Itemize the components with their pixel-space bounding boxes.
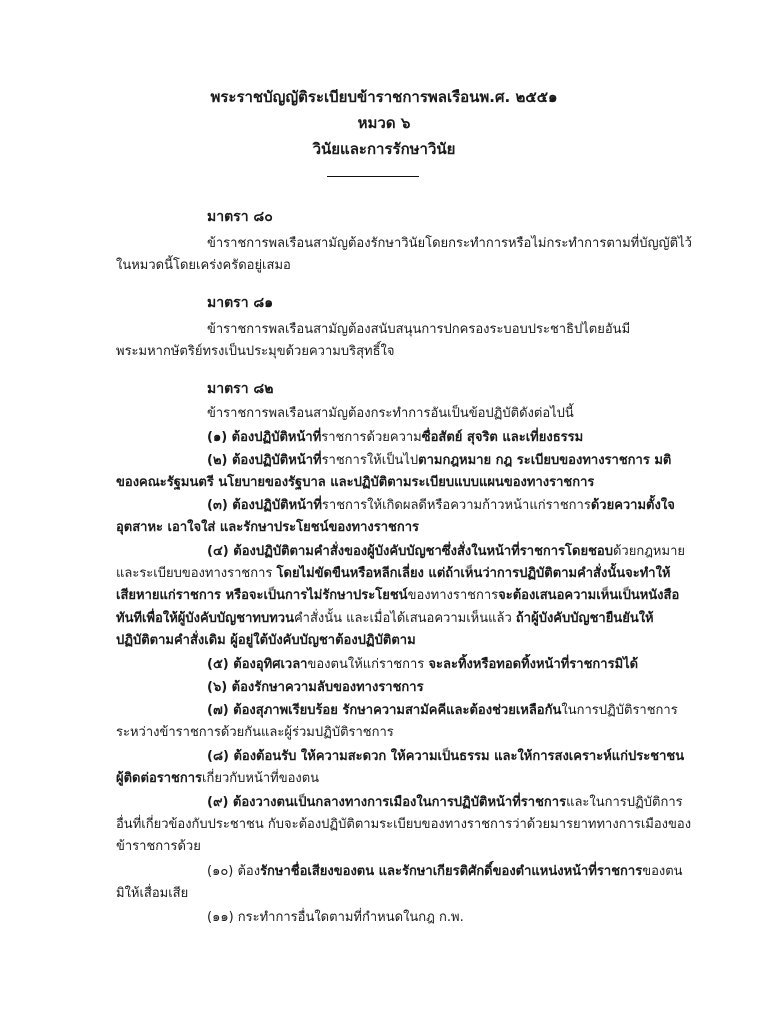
item-5 (207, 654, 638, 676)
item-10-normal-a: (๑๐) ต้อง (207, 864, 261, 879)
item-4-line-4 (116, 608, 654, 630)
item-8-l2-bold: ผู้ติดต่อราชการ (116, 771, 203, 786)
item-4-line-2 (116, 563, 671, 585)
item-3 (207, 495, 675, 517)
chapter-title: วินัยและการรักษาวินัย (312, 140, 456, 158)
item-1 (207, 427, 583, 449)
item-3-normal: ราชการให้เกิดผลดีหรือความก้าวหน้าแก่ราชการ (321, 498, 591, 513)
item-2-bold-b: ตามกฎหมาย กฎ ระเบียบของทางราชการ มติ (418, 453, 672, 468)
item-10-bold: รักษาชื่อเสียงของตน และรักษาเกียรติศักดิ์ของตำแหน่งหน้าที่ราชการ (260, 864, 643, 879)
item-10-normal-b: ของตน (642, 864, 683, 879)
item-2-bold-a: (๒) ต้องปฏิบัติหน้าที่ (207, 453, 322, 468)
item-4-l3-normal: ของทางราชการ (407, 588, 499, 603)
item-9-line-3: ข้าราชการด้วย (116, 839, 201, 854)
item-4-l2-bold: โดยไม่ขัดขืนหรือหลีกเลี่ยง แต่ถ้าเห็นว่าการปฏิบัติตามคำสั่งนั้นจะทำให้ (276, 566, 671, 581)
item-3-line-2: อุตสาหะ เอาใจใส่ และรักษาประโยชน์ของทางราชการ (116, 520, 419, 535)
item-7 (207, 700, 678, 722)
section-80-heading: มาตรา ๘๐ (207, 209, 273, 225)
item-4-l2-normal: และระเบียบของทางราชการ (116, 566, 277, 581)
item-3-bold-a: (๓) ต้องปฏิบัติหน้าที่ (207, 498, 322, 513)
act-title: พระราชบัญญัติระเบียบข้าราชการพลเรือนพ.ศ. ๒๕๕๑ (210, 88, 558, 106)
chapter-number: หมวด ๖ (357, 114, 411, 132)
item-8: (๘) ต้องต้อนรับ ให้ความสะดวก ให้ความเป็นธรรม และให้การสงเคราะห์แก่ประชาชน (207, 749, 685, 764)
item-1-bold-b: ซื่อสัตย์ สุจริต และเที่ยงธรรม (421, 430, 584, 445)
item-4-l3-bold-b: จะต้องเสนอความเห็นเป็นหนังสือ (498, 588, 680, 603)
title-block (0, 84, 768, 162)
item-7-normal: ในการปฏิบัติราชการ (561, 703, 678, 718)
item-4-l4-bold-b: ถ้าผู้บังคับบัญชายืนยันให้ (515, 611, 654, 626)
item-4-line-5: ปฏิบัติตามคำสั่งเดิม ผู้อยู่ใต้บังคับบัญชาต้องปฏิบัติตาม (116, 633, 416, 648)
item-7-line-2: ระหว่างข้าราชการด้วยกันและผู้ร่วมปฏิบัติราชการ (116, 725, 394, 740)
item-9-line-2: อื่นที่เกี่ยวข้องกับประชาชน กับจะต้องปฏิบัติตามระเบียบของทางราชการว่าด้วยมารยาททางการเมืองของ (116, 817, 692, 832)
section-80-text-1: ข้าราชการพลเรือนสามัญต้องรักษาวินัยโดยกระทำการหรือไม่กระทำการตามที่บัญญัติไว้ (207, 236, 692, 251)
item-8-l2-normal: เกี่ยวกับหน้าที่ของตน (202, 771, 320, 786)
item-2-line-2: ของคณะรัฐมนตรี นโยบายของรัฐบาล และปฏิบัติตามระเบียบแบบแผนของทางราชการ (116, 475, 595, 490)
item-4-normal: ด้วยกฎหมาย (612, 544, 685, 559)
section-81-text-1: ข้าราชการพลเรือนสามัญต้องสนับสนุนการปกครองระบอบประชาธิปไตยอันมี (207, 322, 631, 337)
section-82-heading: มาตรา ๘๒ (207, 381, 274, 397)
item-9-normal: และในการปฏิบัติการ (566, 795, 683, 810)
section-82-intro: ข้าราชการพลเรือนสามัญต้องกระทำการอันเป็นข้อปฏิบัติดังต่อไปนี้ (207, 406, 574, 421)
item-1-bold-a: (๑) ต้องปฏิบัติหน้าที่ (207, 430, 322, 445)
item-5-bold-b: จะละทิ้งหรือทอดทิ้งหน้าที่ราชการมิได้ (428, 657, 639, 672)
item-7-bold: (๗) ต้องสุภาพเรียบร้อย รักษาความสามัคคีและต้องช่วยเหลือกัน (207, 703, 562, 718)
item-9 (207, 792, 683, 814)
title-underline (327, 176, 419, 177)
item-1-normal: ราชการด้วยความ (321, 430, 422, 445)
item-2 (207, 450, 671, 472)
item-2-normal: ราชการให้เป็นไป (321, 453, 419, 468)
section-81-heading: มาตรา ๘๑ (207, 295, 274, 311)
item-6: (๖) ต้องรักษาความลับของทางราชการ (207, 680, 424, 695)
item-8-line-2 (116, 768, 319, 790)
item-4-l4-normal: คำสั่งนั้น และเมื่อได้เสนอความเห็นแล้ว (293, 611, 516, 626)
item-5-bold-a: (๕) ต้องอุทิศเวลา (207, 657, 308, 672)
item-4 (207, 541, 685, 563)
item-10-line-2: มิให้เสื่อมเสีย (116, 886, 189, 901)
item-4-bold-a: (๔) ต้องปฏิบัติตามคำสั่งของผู้บังคับบัญชาซึ่งสั่งในหน้าที่ราชการโดยชอบ (207, 544, 613, 559)
item-4-l3-bold-a: เสียหายแก่ราชการ หรือจะเป็นการไม่รักษาประโยชน์ (116, 588, 408, 603)
item-3-bold-b: ด้วยความตั้งใจ (590, 498, 675, 513)
item-9-bold: (๙) ต้องวางตนเป็นกลางทางการเมืองในการปฏิบัติหน้าที่ราชการ (207, 795, 567, 810)
item-11: (๑๑) กระทำการอื่นใดตามที่กำหนดในกฎ ก.พ. (207, 910, 464, 925)
item-4-l4-bold-a: ทันทีเพื่อให้ผู้บังคับบัญชาทบทวน (116, 611, 294, 626)
item-10 (207, 861, 683, 883)
item-5-normal: ของตนให้แก่ราชการ (307, 657, 429, 672)
item-4-line-3 (116, 585, 679, 607)
section-81-text-2: พระมหากษัตริย์ทรงเป็นประมุขด้วยความบริสุทธิ์ใจ (116, 344, 395, 359)
section-80-text-2: ในหมวดนี้โดยเคร่งครัดอยู่เสมอ (116, 258, 291, 273)
